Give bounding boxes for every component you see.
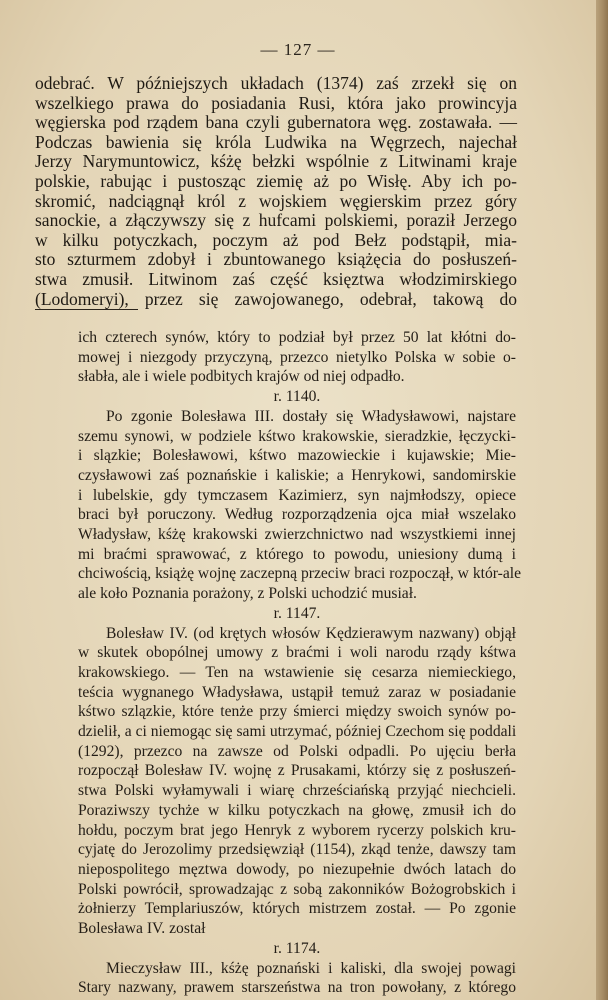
main-text-line: sto szturmem zdobył i zbuntowanego książęcia do posłuszeń- [35, 249, 517, 270]
footnote-line: mi braćmi sprawować, z którego to powodu, uniesiony dumą i [78, 545, 516, 563]
footnote-line: Poraziwszy tychże w kilku potyczkach na głowę, zmusił ich do [78, 801, 516, 819]
footnote-line: hołdu, poczym brat jego Henryk z wyborem rycerzy polskich kru- [78, 821, 516, 839]
footnote-line: w skutek obopólnej umowy z braćmi i woli narodu rządy kśtwa [78, 644, 516, 662]
main-text-line: (Lodomeryi), przez się zawojowanego, odebrał, takową do [35, 288, 517, 309]
main-text-line: Jerzy Narymuntowicz, kśżę bełzki wspólnie z Litwinami kraje [35, 151, 517, 172]
main-text-line: wszelkiego prawa do posiadania Rusi, która jako prowincyja [35, 92, 517, 113]
footnote-line: mowej i niezgody przyczyną, przezco nietylko Polska w sobie o- [78, 348, 516, 366]
year-heading: r. 1174. [273, 939, 321, 957]
footnote-line: braci był poruczony. Według rozporządzenia ojca miał wszelako [78, 506, 516, 524]
footnote-line: krakowskiego. — Ten na wstawienie się cesarza niemieckiego, [78, 663, 516, 681]
footnote-line: stwa Polski wyłamywali i wiarę chrześciańską przyjąć niechcieli. [78, 782, 516, 800]
footnote-line: czysławowi zaś poznańskie i kaliskie; a Henrykowi, sandomirskie [78, 466, 516, 484]
main-text-line: Podczas bawienia się króla Ludwika na Węgrzech, najechał [35, 131, 517, 152]
footnote-line: teścia wygnanego Władysława, ustąpił temuż zaraz w posiadanie [78, 683, 516, 701]
year-heading: r. 1147. [273, 604, 321, 622]
footnote-line: cyjatę do Jerozolimy przedsięwziął (1154), zkąd tenże, dawszy tam [78, 841, 516, 859]
main-text-line: odebrać. W późniejszych układach (1374) zaś zrzekł się on [35, 73, 517, 93]
footnote-line: Stary nazwany, prawem starszeństwa na tron powołany, z którego [78, 979, 516, 997]
footnote-line: szemu synowi, w podziele kśtwo krakowskie, sieradzkie, łęczycki- [78, 427, 516, 445]
footnote-text [78, 328, 521, 998]
footnote-line: Polski powrócił, sprowadzając z sobą zakonników Bożogrobskich i [78, 880, 516, 898]
footnote-line: ale koło Poznania porażony, z Polski uchodzić musiał. [78, 585, 417, 603]
footnote-line: niepospolitego męztwa dowody, po niezupełnie dwóch latach do [78, 860, 516, 878]
footnote-rule [35, 309, 138, 310]
footnote-line: żołnierzy Templariuszów, których mistrzem został. — Po zgonie [78, 900, 516, 918]
year-heading: r. 1140. [273, 388, 321, 406]
main-text-line: skromić, nadciągnął król z wojskiem węgierskim przez góry [35, 190, 517, 211]
footnote-line: Władysław, kśżę krakowski zwierzchnictwo nad wszystkiemi innej [78, 526, 516, 544]
footnote-line: i slązkie; Bolesławowi, kśtwo mazowieckie i kujawskie; Mie- [78, 447, 516, 465]
page-number: — 127 — [260, 40, 336, 59]
footnote-line: i lubelskie, gdy tymczasem Kazimierz, syn najmłodszy, opiece [78, 486, 516, 504]
footnote-line: Bolesław IV. (od krętych włosów Kędzierawym nazwany) objął [106, 624, 516, 642]
page-edge [596, 0, 608, 1000]
footnote-line: chciwością, książę wojnę zaczepną przeciw braci rozpoczął, w któr-ale [78, 565, 521, 583]
main-text [35, 74, 517, 309]
footnote-line: ich czterech synów, który to podział był przez 50 lat kłótni do- [78, 329, 516, 346]
main-text-line: węgierska pod rządem bana czyli gubernatora węg. zostawała. — [35, 112, 517, 133]
footnote-line: kśtwo szlązkie, które tenże przy śmierci między swoich synów po- [78, 703, 516, 721]
footnote-line: dzielił, a ci niemogąc się sami utrzymać, później Czechom się poddali [78, 723, 517, 741]
main-text-line: stwa zmusił. Litwinom zaś część księztwa włodzimirskiego [35, 268, 517, 289]
footnote-line: słabła, ale i wiele podbitych krajów od niej odpadło. [78, 368, 405, 386]
footnote-line: (1292), przezco na zawsze od Polski odpadli. Po ujęciu berła [78, 742, 516, 760]
main-text-line: sanockie, a złączywszy się z hufcami polskiemi, poraził Jerzego [35, 210, 517, 231]
footnote-line: Po zgonie Bolesława III. dostały się Władysławowi, najstare [106, 407, 516, 425]
main-text-line: polskie, rabując i pustosząc ziemię aż po Wisłę. Aby ich po- [35, 170, 517, 191]
footnote-line: Mieczysław III., kśżę poznański i kaliski, dla swojej powagi [106, 959, 516, 977]
footnote-line: rozpoczął Bolesław IV. wojnę z Prusakami, którzy się z posłuszeń- [78, 762, 516, 780]
main-text-line: w kilku potyczkach, poczym aż pod Bełz podstąpił, mia- [35, 229, 517, 250]
footnote-line: Bolesława IV. został [78, 920, 206, 938]
